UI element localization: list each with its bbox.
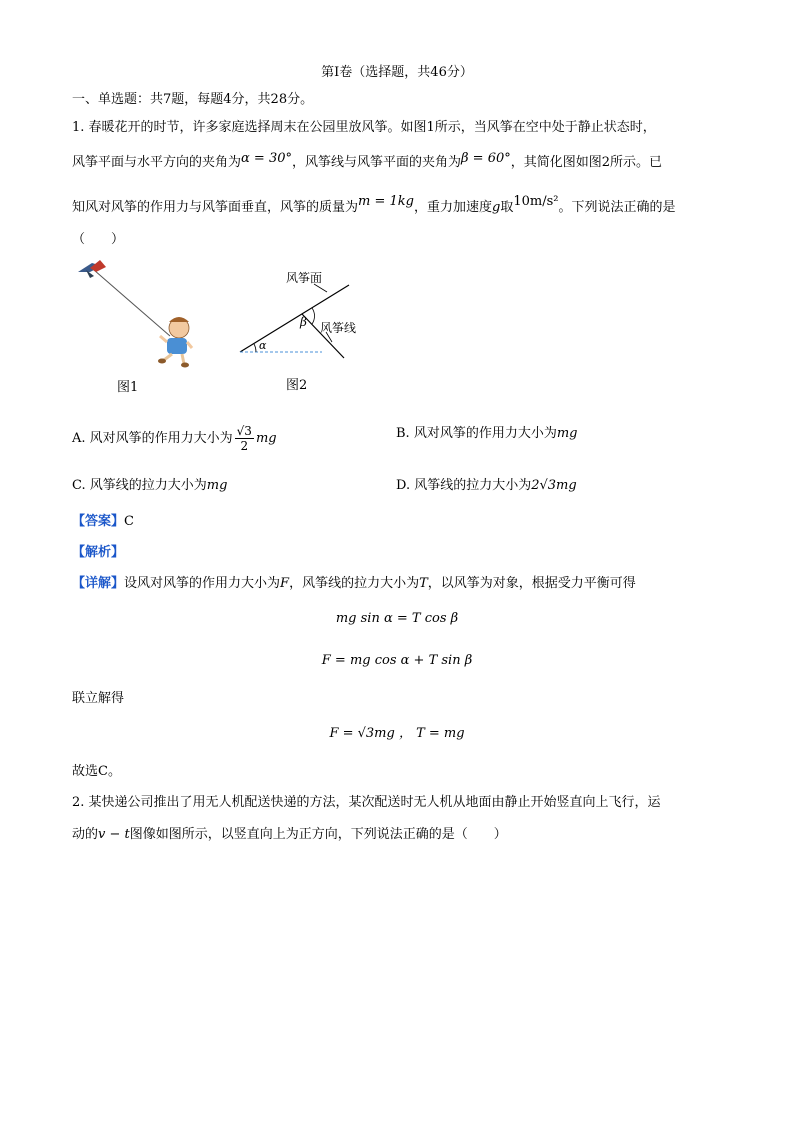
- q2-line2-text-a: 动的: [72, 827, 99, 842]
- q1-line2-text-b: ，风筝线与风筝平面的夹角为: [292, 155, 462, 170]
- mass-equation: m = 1kg: [358, 194, 414, 209]
- option-a-numerator: √3: [236, 424, 252, 438]
- q1-line2: [72, 153, 662, 173]
- equation-2: F = mg cos α + T sin β: [321, 653, 473, 668]
- g-symbol: g: [492, 200, 501, 215]
- tension-symbol: T: [419, 576, 428, 591]
- alpha-angle-arc: [254, 344, 256, 352]
- equation-3: F = √3mg ， T = mg: [329, 726, 465, 741]
- beta-angle-arc: [312, 308, 315, 324]
- detail-text-b: ，风筝线的拉力大小为: [289, 576, 420, 591]
- fig2-surface-label: 风筝面: [286, 271, 323, 285]
- q1-line1: 1. 春暖花开的时节，许多家庭选择周末在公园里放风筝。如图1所示，当风筝在空中处于静止状态时，: [72, 120, 656, 135]
- fig2-alpha-label: α: [259, 339, 267, 352]
- vt-symbol: v − t: [98, 827, 130, 842]
- option-b: [396, 424, 577, 444]
- option-d-text: D. 风筝线的拉力大小为: [396, 478, 532, 493]
- q1-line3-text-a: 知风对风筝的作用力与风筝面垂直，风筝的质量为: [72, 200, 359, 215]
- section-title: 第Ⅰ卷（选择题，共46分）: [321, 65, 473, 80]
- child-icon: [158, 317, 192, 368]
- alpha-equation: α = 30°: [241, 151, 292, 166]
- q1-line3: [72, 194, 676, 218]
- q1-line3-text-b: ，重力加速度: [413, 200, 492, 215]
- figure-2-caption: 图2: [286, 378, 308, 393]
- q1-answer-blank: （ ）: [72, 232, 125, 247]
- analysis-line: [72, 543, 124, 563]
- option-d: [396, 476, 577, 496]
- q1-line2-text-c: ，其简化图如图2所示。已: [510, 155, 663, 170]
- detail-text-c: ，以风筝为对象，根据受力平衡可得: [427, 576, 636, 591]
- surface-label-leader: [314, 284, 327, 292]
- option-b-text: B. 风对风筝的作用力大小为: [396, 426, 557, 441]
- beta-equation: β = 60°: [461, 151, 511, 166]
- fig2-beta-label: β: [300, 315, 307, 329]
- kite-string: [94, 270, 170, 336]
- option-a: [72, 424, 277, 453]
- option-a-text: A. 风对风筝的作用力大小为: [72, 431, 233, 446]
- figure-1-caption: 图1: [117, 380, 139, 395]
- option-d-unit: 2√3mg: [531, 478, 577, 493]
- option-b-unit: mg: [556, 426, 578, 441]
- g-value: 10m/s²: [513, 194, 559, 209]
- option-c-text: C. 风筝线的拉力大小为: [72, 478, 207, 493]
- option-a-denominator: 2: [240, 439, 249, 453]
- solve-text: 联立解得: [72, 691, 125, 706]
- detail-label: 【详解】: [72, 576, 125, 591]
- q1-line2-text-a: 风筝平面与水平方向的夹角为: [72, 155, 242, 170]
- option-c: [72, 476, 227, 496]
- kite-icon: [78, 260, 106, 278]
- q2-line2: [72, 825, 507, 845]
- option-a-unit: mg: [255, 431, 277, 446]
- part-heading: 一、单选题：共7题，每题4分，共28分。: [72, 92, 314, 107]
- kite-surface-line: [240, 285, 349, 352]
- analysis-label: 【解析】: [72, 545, 125, 560]
- q2-line2-text-b: 图像如图所示，以竖直向上为正方向，下列说法正确的是（ ）: [129, 827, 507, 842]
- detail-text-a: 设风对风筝的作用力大小为: [124, 576, 281, 591]
- figure-2-diagram: [232, 262, 382, 362]
- q1-line3-text-d: 。下列说法正确的是: [558, 200, 676, 215]
- answer-line: [72, 512, 134, 532]
- option-a-fraction: [235, 424, 254, 453]
- equation-1: mg sin α = T cos β: [335, 611, 459, 626]
- q2-line1: 2. 某快递公司推出了用无人机配送快递的方法，某次配送时无人机从地面由静止开始竖直向上飞行，运: [72, 795, 661, 810]
- q1-line3-text-c: 取: [500, 200, 514, 215]
- force-symbol: F: [280, 576, 290, 591]
- answer-value: C: [124, 514, 134, 529]
- option-c-unit: mg: [206, 478, 228, 493]
- choose-text: 故选C。: [72, 764, 121, 779]
- answer-label: 【答案】: [72, 514, 125, 529]
- fig2-string-label: 风筝线: [320, 321, 357, 335]
- detail-line: [72, 574, 636, 594]
- figure-1-kite-illustration: [72, 258, 202, 370]
